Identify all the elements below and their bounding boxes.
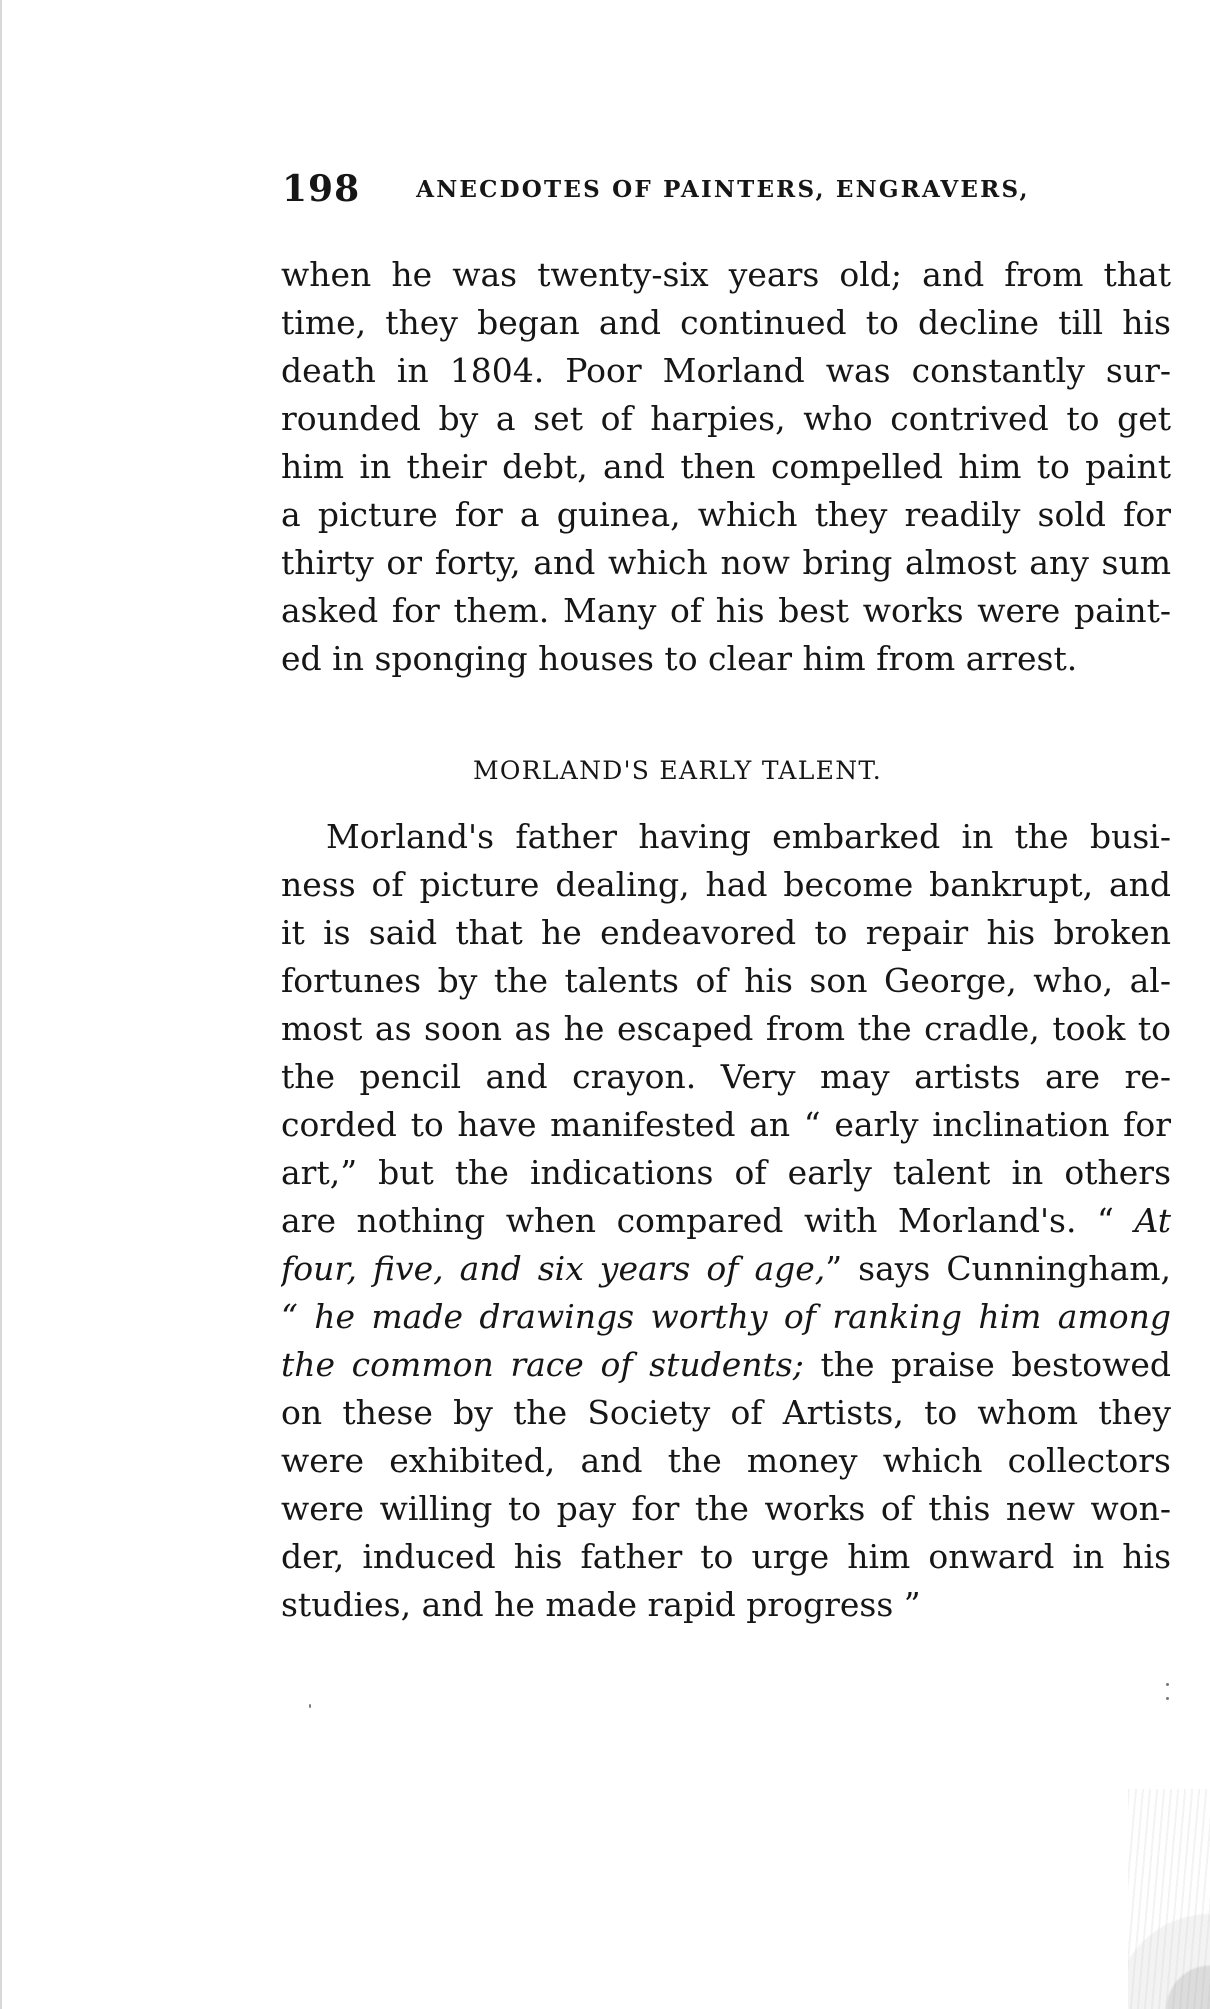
text-line: corded to have manifested an “ early inclination for xyxy=(281,1105,1171,1144)
text-line: most as soon as he escaped from the cradle, took to xyxy=(281,1009,1171,1048)
running-header xyxy=(282,168,1072,210)
mixed-text-line xyxy=(281,1341,1171,1389)
text-line: the pencil and crayon. Very may artists are re- xyxy=(281,1057,1171,1096)
text-segment: ” says Cunningham, xyxy=(825,1249,1171,1288)
text-segment: are nothing when compared with Morland's. “ xyxy=(281,1201,1135,1240)
scan-speck xyxy=(309,1704,311,1708)
text-line: when he was twenty-six years old; and from that xyxy=(281,255,1171,294)
text-line: art,” but the indications of early talent in others xyxy=(281,1153,1171,1192)
scan-speck xyxy=(1166,1697,1169,1700)
text-line: ed in sponging houses to clear him from arrest. xyxy=(281,639,1078,678)
text-line: Morland's father having embarked in the busi- xyxy=(326,817,1171,856)
text-line: studies, and he made rapid progress ” xyxy=(281,1585,921,1624)
page-edge xyxy=(0,0,2,2009)
scan-shadow xyxy=(1128,1789,1210,2009)
text-line: ness of picture dealing, had become bankrupt, and xyxy=(281,865,1171,904)
text-line: rounded by a set of harpies, who contrived to get xyxy=(281,399,1171,438)
text-segment: the praise bestowed xyxy=(803,1345,1171,1384)
running-title: ANECDOTES OF PAINTERS, ENGRAVERS, xyxy=(416,175,1030,203)
text-line: time, they began and continued to decline till his xyxy=(281,303,1171,342)
paragraph-2 xyxy=(281,813,1171,1629)
text-line: der, induced his father to urge him onward in his xyxy=(281,1537,1171,1576)
text-line: it is said that he endeavored to repair his broken xyxy=(281,913,1171,952)
text-line: were exhibited, and the money which collectors xyxy=(281,1441,1171,1480)
text-line: asked for them. Many of his best works were paint- xyxy=(281,591,1171,630)
italic-text-segment: the common race of students; xyxy=(281,1345,804,1384)
section-title: MORLAND'S EARLY TALENT. xyxy=(473,756,882,785)
page-number: 198 xyxy=(282,168,361,210)
italic-text-segment: four, five, and six years of age, xyxy=(281,1249,826,1288)
text-line: fortunes by the talents of his son George, who, al- xyxy=(281,961,1171,1000)
italic-text-line: “ he made drawings worthy of ranking him among xyxy=(281,1297,1171,1336)
text-line: thirty or forty, and which now bring almost any sum xyxy=(281,543,1171,582)
mixed-text-line xyxy=(281,1197,1171,1245)
paragraph-1 xyxy=(281,251,1171,683)
mixed-text-line xyxy=(281,1245,1171,1293)
text-line: him in their debt, and then compelled him to paint xyxy=(281,447,1171,486)
scan-speck xyxy=(1166,1683,1169,1686)
italic-text-segment: At xyxy=(1134,1201,1171,1240)
text-line: death in 1804. Poor Morland was constantly sur- xyxy=(281,351,1171,390)
text-line: on these by the Society of Artists, to whom they xyxy=(281,1393,1171,1432)
text-line: a picture for a guinea, which they readily sold for xyxy=(281,495,1171,534)
text-line: were willing to pay for the works of this new won- xyxy=(281,1489,1171,1528)
